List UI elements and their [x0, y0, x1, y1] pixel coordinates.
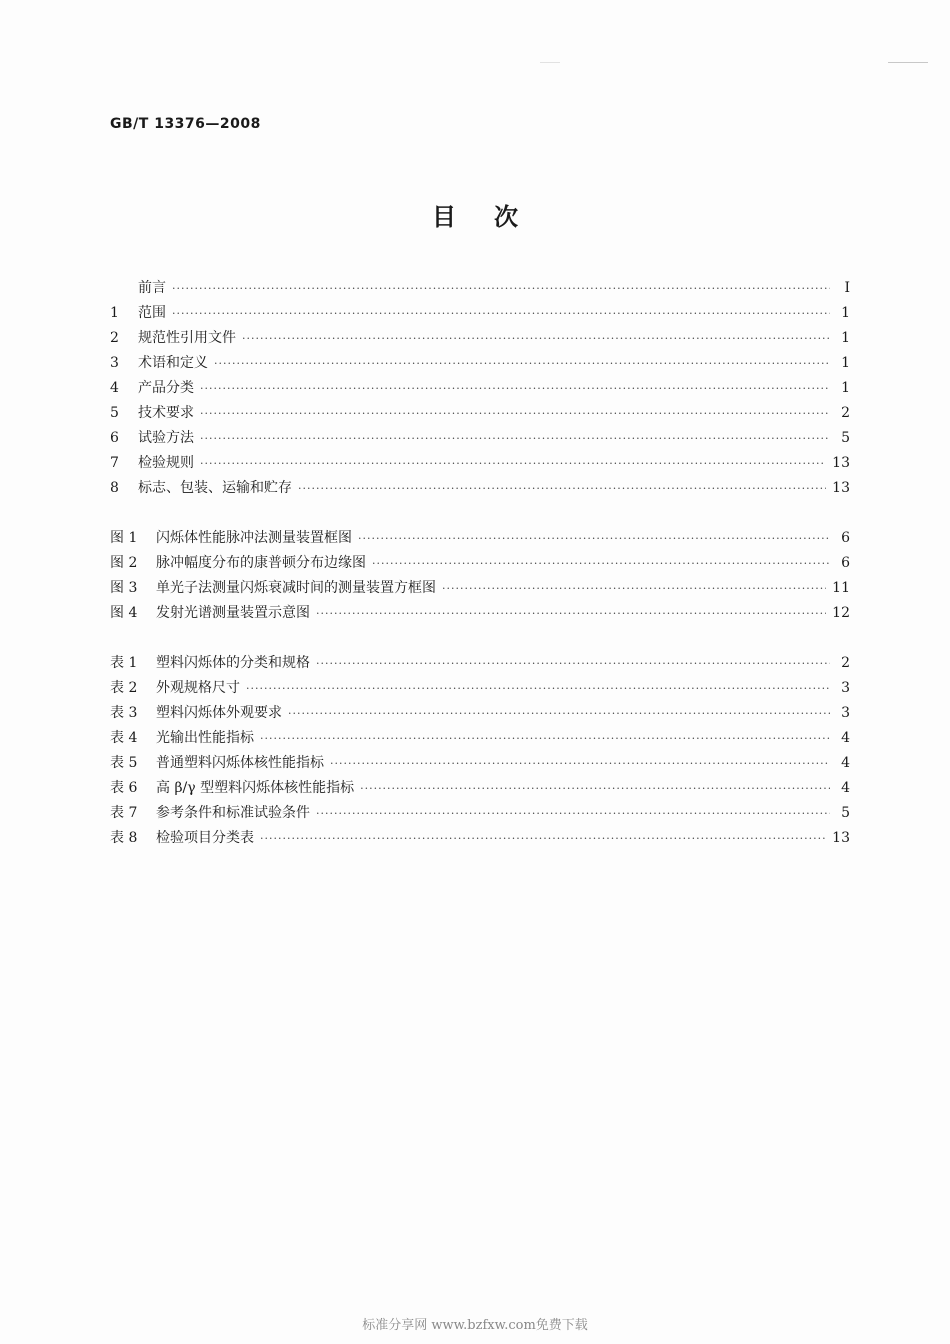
toc-entry-page: 4 — [841, 780, 850, 796]
toc-entry-number: 5 — [110, 405, 119, 421]
toc-entry-number: 表 4 — [110, 730, 138, 746]
toc-entry-number: 8 — [110, 480, 119, 496]
toc-entry-label: 检验规则 — [138, 455, 194, 471]
toc-entry-label: 外观规格尺寸 — [156, 680, 240, 696]
toc-dot-leader — [260, 726, 830, 751]
toc-entry — [110, 526, 850, 551]
toc-entry-label: 普通塑料闪烁体核性能指标 — [156, 755, 324, 771]
toc-entry-label: 塑料闪烁体外观要求 — [156, 705, 282, 721]
toc-entry-label: 规范性引用文件 — [138, 330, 236, 346]
toc-dot-leader — [200, 401, 830, 426]
toc-entry — [110, 751, 850, 776]
toc-entry-label: 光输出性能指标 — [156, 730, 254, 746]
toc-entry-number: 1 — [110, 305, 119, 321]
toc-dot-leader — [200, 426, 830, 451]
toc-entry-number: 表 7 — [110, 805, 138, 821]
toc-entry — [110, 326, 850, 351]
toc-entry — [110, 651, 850, 676]
toc-entry — [110, 276, 850, 301]
toc-entry — [110, 551, 850, 576]
toc-entry-page: 4 — [841, 755, 850, 771]
toc-entry — [110, 826, 850, 851]
page-title: 目次 — [432, 203, 556, 231]
toc-dot-leader — [172, 301, 830, 326]
toc-entry-page: 4 — [841, 730, 850, 746]
toc-entry-page: 13 — [832, 830, 850, 846]
toc-entry-label: 高 β/γ 型塑料闪烁体核性能指标 — [156, 780, 355, 796]
toc-dot-leader — [200, 376, 830, 401]
toc-dot-leader — [360, 776, 830, 801]
toc-entry-number: 4 — [110, 380, 119, 396]
toc-dot-leader — [260, 826, 826, 851]
toc-entry-label: 闪烁体性能脉冲法测量装置框图 — [156, 530, 352, 546]
toc-entry-number: 3 — [110, 355, 119, 371]
toc-entry-page: 2 — [841, 655, 850, 671]
toc-entry-label: 脉冲幅度分布的康普顿分布边缘图 — [156, 555, 366, 571]
toc-entry-page: 12 — [832, 605, 850, 621]
toc-dot-leader — [200, 451, 826, 476]
toc-dot-leader — [358, 526, 830, 551]
toc-entry-label: 试验方法 — [138, 430, 194, 446]
toc-entry-page: 1 — [841, 380, 850, 396]
toc-entry-number: 图 1 — [110, 530, 138, 546]
scan-artifact-line — [888, 62, 928, 63]
toc-entry-label: 产品分类 — [138, 380, 194, 396]
toc-entry-label: 前言 — [138, 280, 166, 296]
toc-dot-leader — [316, 601, 826, 626]
toc-entry-number: 表 8 — [110, 830, 138, 846]
toc-entry — [110, 726, 850, 751]
toc-entry-number: 表 5 — [110, 755, 138, 771]
toc-entry-page: 1 — [841, 305, 850, 321]
toc-figures-list — [110, 526, 850, 626]
toc-entry-label: 塑料闪烁体的分类和规格 — [156, 655, 310, 671]
toc-entry-label: 术语和定义 — [138, 355, 208, 371]
toc-dot-leader — [298, 476, 826, 501]
toc-entry-page: 13 — [832, 480, 850, 496]
toc-dot-leader — [372, 551, 830, 576]
toc-dot-leader — [214, 351, 830, 376]
scan-artifact-line — [540, 62, 560, 63]
toc-entry-label: 参考条件和标准试验条件 — [156, 805, 310, 821]
toc-entry-page: 13 — [832, 455, 850, 471]
toc-dot-leader — [242, 326, 830, 351]
toc-dot-leader — [442, 576, 826, 601]
toc-entry-page: 11 — [832, 580, 850, 596]
toc-entry — [110, 776, 850, 801]
toc-entry-number: 表 2 — [110, 680, 138, 696]
toc-entry-number: 图 4 — [110, 605, 138, 621]
toc-entry-page: I — [844, 280, 850, 296]
toc-entry — [110, 676, 850, 701]
toc-entry-page: 3 — [841, 680, 850, 696]
toc-entry-page: 3 — [841, 705, 850, 721]
standard-code: GB/T 13376—2008 — [110, 116, 261, 132]
toc-dot-leader — [172, 276, 830, 301]
toc-entry — [110, 351, 850, 376]
toc-entry — [110, 376, 850, 401]
toc-entry-number: 表 6 — [110, 780, 138, 796]
toc-entry-number: 7 — [110, 455, 119, 471]
toc-entry — [110, 301, 850, 326]
toc-entry-page: 1 — [841, 355, 850, 371]
toc-entry — [110, 701, 850, 726]
toc-entry-page: 1 — [841, 330, 850, 346]
toc-dot-leader — [330, 751, 830, 776]
toc-entry — [110, 801, 850, 826]
toc-dot-leader — [316, 651, 830, 676]
toc-entry-number: 图 2 — [110, 555, 138, 571]
toc-entry-page: 2 — [841, 405, 850, 421]
toc-entry-label: 发射光谱测量装置示意图 — [156, 605, 310, 621]
toc-entry-number: 图 3 — [110, 580, 138, 596]
toc-entry-page: 6 — [841, 530, 850, 546]
toc-entry-number: 表 3 — [110, 705, 138, 721]
toc-entry-label: 单光子法测量闪烁衰减时间的测量装置方框图 — [156, 580, 436, 596]
toc-entry — [110, 401, 850, 426]
toc-entry-number: 2 — [110, 330, 119, 346]
toc-dot-leader — [316, 801, 830, 826]
toc-tables-list — [110, 651, 850, 851]
toc-entry-label: 标志、包装、运输和贮存 — [138, 480, 292, 496]
toc-entry-page: 5 — [841, 805, 850, 821]
toc-entry — [110, 451, 850, 476]
footer-watermark: 标准分享网 www.bzfxw.com免费下载 — [362, 1318, 588, 1333]
toc-entry — [110, 426, 850, 451]
toc-sections-list — [110, 276, 850, 501]
toc-entry-number: 6 — [110, 430, 119, 446]
toc-entry — [110, 601, 850, 626]
toc-entry-label: 范围 — [138, 305, 166, 321]
toc-entry — [110, 576, 850, 601]
toc-entry-label: 检验项目分类表 — [156, 830, 254, 846]
toc-dot-leader — [288, 701, 830, 726]
toc-entry-label: 技术要求 — [138, 405, 194, 421]
toc-entry — [110, 476, 850, 501]
toc-entry-number: 表 1 — [110, 655, 138, 671]
toc-dot-leader — [246, 676, 830, 701]
toc-entry-page: 5 — [841, 430, 850, 446]
toc-entry-page: 6 — [841, 555, 850, 571]
